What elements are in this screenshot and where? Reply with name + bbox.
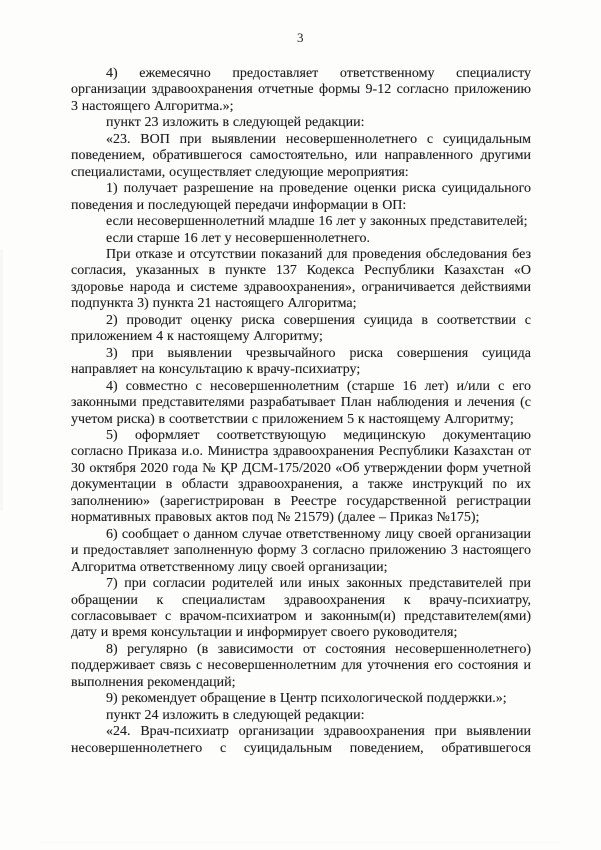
paragraph: 7) при согласии родителей или иных законных представителей при обращении к специалистам здравоохранения к врачу-психиатру, согласовывает с врачом-психиатром и законным(и) представителем(ями) дату и время консультации и информирует своего руководителя;: [71, 576, 531, 641]
paragraph: если несовершеннолетний младше 16 лет у законных представителей;: [106, 214, 528, 230]
paragraph: 8) регулярно (в зависимости от состояния несовершеннолетнего) поддерживает связь с несовершеннолетним для уточнения его состояния и выполнения рекомендаций;: [71, 641, 531, 690]
paragraph: 9) рекомендует обращение в Центр психологической поддержки.»;: [106, 691, 507, 707]
paragraph: 1) получает разрешение на проведение оценки риска суицидального поведения и последующей передачи информации в ОП:: [71, 181, 531, 213]
paragraph: «24. Врач-психиатр организации здравоохранения при выявлении несовершеннолетнего с суицидальным поведением, обратившегося: [71, 724, 531, 756]
paragraph: «23. ВОП при выявлении несовершеннолетнего с суицидальным поведением, обратившегося самостоятельно, или направленного другими специалистами, осуществляет следующие мероприятия:: [71, 131, 531, 180]
paragraph: 4) ежемесячно предоставляет ответственному специалисту организации здравоохранения отчетные формы 9-12 согласно приложению 3 настоящего Алгоритма.»;: [71, 66, 531, 114]
paragraph: 3) при выявлении чрезвычайного риска совершения суицида направляет на консультацию к врачу-психиатру;: [71, 345, 531, 378]
paragraph: пункт 23 изложить в следующей редакции:: [106, 115, 365, 131]
paragraph: пункт 24 изложить в следующей редакции:: [106, 707, 365, 723]
page-number: 3: [297, 30, 304, 45]
paragraph: При отказе и отсутствии показаний для проведения обследования без согласия, указанных в пункте 137 Кодекса Республики Казахстан «О здоровье народа и системе здравоохранения», ограничивается действиями подпункта 3) пункта 21 настоящего Алгоритма;: [71, 246, 531, 312]
paragraph: 5) оформляет соответствующую медицинскую документацию согласно Приказа и.о. Министра здравоохранения Республики Казахстан от 30 октября 2020 года № ҚР ДСМ-175/2020 «Об утверждении форм учетной документации в области здравоохранения, а также инструкций по их заполнению» (зарегистрирован в Реестре государственной регистрации нормативных правовых актов под № 21579) (далее – Приказ №175);: [71, 427, 531, 526]
scan-artifact: [40, 841, 560, 844]
document-body: [71, 66, 531, 757]
paragraph: если старше 16 лет у несовершеннолетнего.: [106, 230, 371, 246]
scan-artifact: [0, 250, 3, 510]
paragraph: 4) совместно с несовершеннолетним (старше 16 лет) и/или с его законными представителями разрабатывает План наблюдения и лечения (с учетом риска) в соответствии с приложением 5 к настоящему Алгоритму;: [71, 378, 531, 427]
paragraph: 6) сообщает о данном случае ответственному лицу своей организации и предоставляет заполненную форму 3 согласно приложению 3 настоящего Алгоритма ответственному лицу своей организации;: [71, 526, 531, 575]
paragraph: 2) проводит оценку риска совершения суицида в соответствии с приложением 4 к настоящему Алгоритму;: [71, 312, 531, 345]
